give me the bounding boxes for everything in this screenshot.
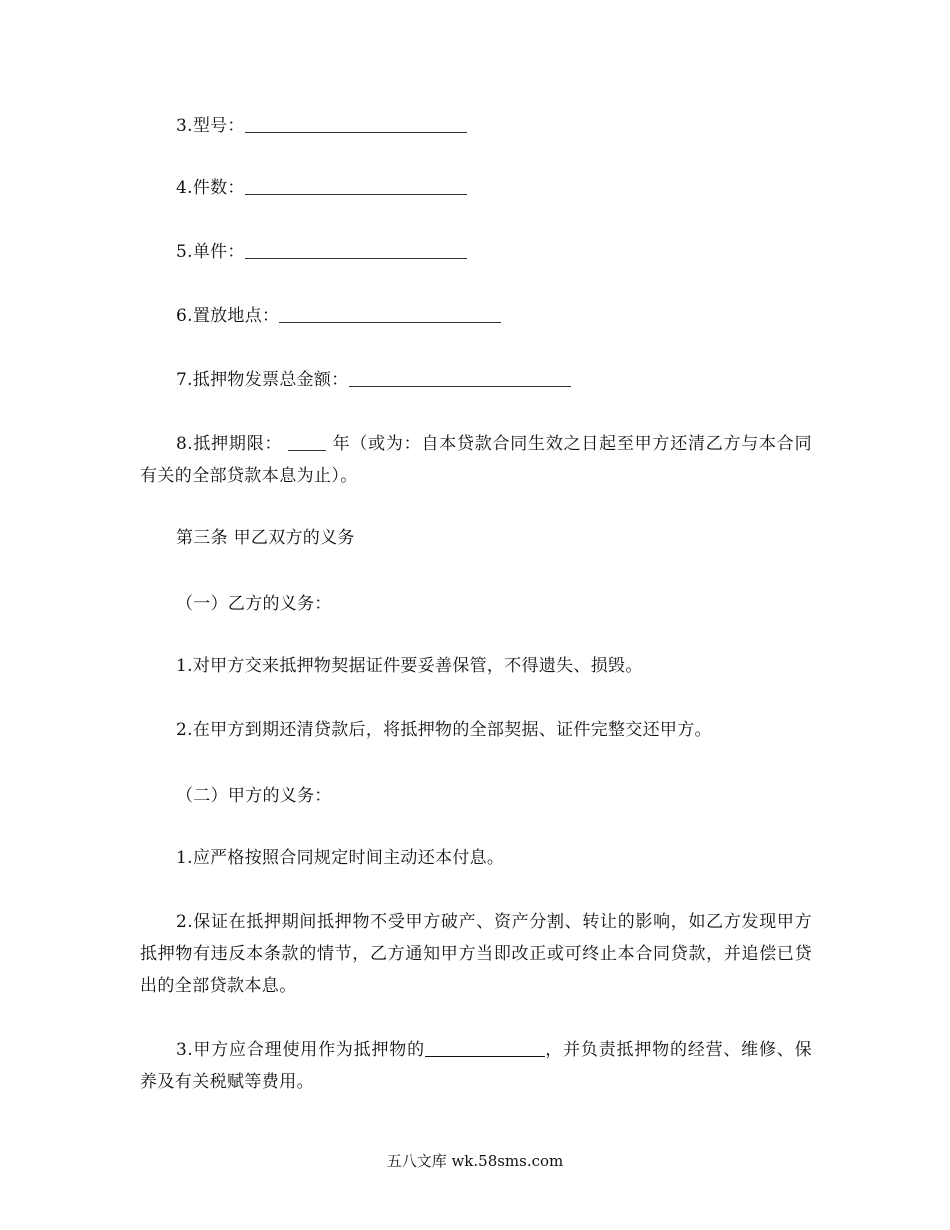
party-a-heading: （二）甲方的义务： [176,786,332,806]
item-unit [176,236,816,268]
party-a-item-3-after: ，并负责抵押物的经营、维修、保养及有关税赋等费用。 [140,1040,812,1092]
party-a-item-2: 2.保证在抵押期间抵押物不受甲方破产、资产分割、转让的影响，如乙方发现甲方抵押物有违反本条款的情节，乙方通知甲方当即改正或可终止本合同贷款，并追偿已贷出的全部贷款本息。 [140,912,812,996]
article3-title: 第三条 甲乙双方的义务 [176,528,355,548]
item-model-label: 3.型号： [176,116,245,136]
invoice-total-blank [349,368,571,387]
item-location [176,300,816,332]
item-term-label: 8.抵押期限： [176,434,283,454]
term-blank [288,432,326,451]
party-a-item-3-before: 3.甲方应合理使用作为抵押物的 [176,1040,425,1060]
location-blank [279,304,501,323]
unit-blank [245,240,467,259]
item-count-label: 4.件数： [176,178,245,198]
item-location-label: 6.置放地点： [176,306,280,326]
item-model [176,110,816,142]
party-b-item-2: 2.在甲方到期还清贷款后，将抵押物的全部契据、证件完整交还甲方。 [176,720,712,740]
count-blank [245,176,467,195]
item-invoice-total [176,364,816,396]
item-unit-label: 5.单件： [176,242,245,262]
collateral-blank [425,1038,545,1057]
footer-watermark: 五八文库 wk.58sms.com [386,1152,564,1170]
item-term-suffix: 年（或为：自本贷款合同生效之日起至甲方还清乙方与本合同有关的全部贷款本息为止）。 [140,434,812,486]
party-b-heading: （一）乙方的义务： [176,594,332,614]
item-term [140,428,812,492]
item-invoice-total-label: 7.抵押物发票总金额： [176,370,349,390]
party-b-item-1: 1.对甲方交来抵押物契据证件要妥善保管，不得遗失、损毁。 [176,656,643,676]
party-a-item-3 [140,1034,812,1098]
party-a-item-1: 1.应严格按照合同规定时间主动还本付息。 [176,848,505,868]
item-count [176,172,816,204]
model-blank [245,114,467,133]
